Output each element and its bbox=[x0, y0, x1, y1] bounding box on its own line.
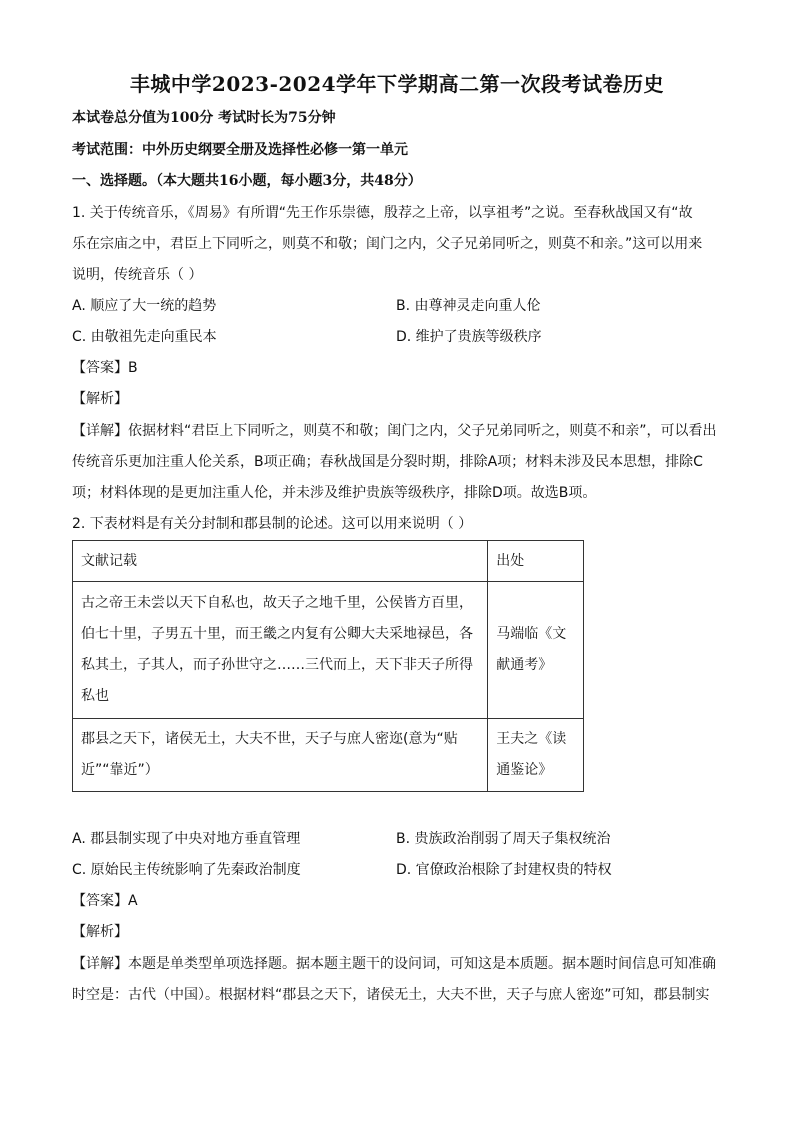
q1-detail-line: 传统音乐更加注重人伦关系，B项正确；春秋战国是分裂时期，排除A项；材料未涉及民本思想，排除C bbox=[72, 454, 703, 470]
q1-detail-line: 项；材料体现的是更加注重人伦，并未涉及维护贵族等级秩序，排除D项。故选B项。 bbox=[72, 485, 597, 501]
q1-option-c: C. 由敬祖先走向重民本 bbox=[72, 329, 217, 345]
cell-line: 私其土，子其人，而子孙世守之……三代而上，天下非天子所得 bbox=[81, 657, 473, 673]
cell-line: 郡县之天下，诸侯无土，大夫不世，天子与庶人密迩(意为“贴 bbox=[81, 731, 458, 747]
table-cell-source bbox=[488, 719, 584, 792]
q1-stem-line: 乐在宗庙之中，君臣上下同听之，则莫不和敬；闺门之内，父子兄弟同听之，则莫不和亲。”这可以用来 bbox=[72, 236, 703, 252]
cell-line: 古之帝王未尝以天下自私也，故天子之地千里，公侯皆方百里， bbox=[81, 595, 473, 611]
q1-option-a: A. 顺应了大一统的趋势 bbox=[72, 298, 217, 314]
q2-stem: 2. 下表材料是有关分封制和郡县制的论述。这可以用来说明（ ） bbox=[72, 516, 473, 532]
q1-detail-line: 【详解】依据材料“君臣上下同听之，则莫不和敬；闺门之内，父子兄弟同听之，则莫不和亲”，可以看出 bbox=[72, 423, 717, 439]
cell-line: 献通考》 bbox=[496, 657, 553, 673]
q1-answer: 【答案】B bbox=[72, 360, 138, 376]
table-row bbox=[73, 582, 584, 719]
cell-line: 通鉴论》 bbox=[496, 762, 553, 778]
cell-line: 马端临《文 bbox=[496, 626, 567, 642]
q1-option-d: D. 维护了贵族等级秩序 bbox=[396, 329, 542, 345]
table-cell-text bbox=[73, 719, 488, 792]
q2-option-d: D. 官僚政治根除了封建权贵的特权 bbox=[396, 862, 612, 878]
section-heading: 一、选择题。（本大题共16小题，每小题3分，共48分） bbox=[72, 173, 422, 189]
q1-option-b: B. 由尊神灵走向重人伦 bbox=[396, 298, 541, 314]
q2-option-c: C. 原始民主传统影响了先秦政治制度 bbox=[72, 862, 301, 878]
q2-detail-line: 【详解】本题是单类型单项选择题。据本题主题干的设问词，可知这是本质题。据本题时间信息可知准确 bbox=[72, 956, 716, 972]
q2-answer: 【答案】A bbox=[72, 893, 138, 909]
table-header-cell: 文献记载 bbox=[73, 541, 488, 582]
cell-line: 近”“靠近”） bbox=[81, 762, 159, 778]
score-line: 本试卷总分值为100分 考试时长为75分钟 bbox=[72, 110, 336, 126]
cell-line: 王夫之《读 bbox=[496, 731, 567, 747]
cell-line: 伯七十里，子男五十里，而王畿之内复有公卿大夫采地禄邑，各 bbox=[81, 626, 473, 642]
q1-stem-line: 说明，传统音乐（ ） bbox=[72, 267, 203, 283]
table-cell-text bbox=[73, 582, 488, 719]
source-table bbox=[72, 540, 584, 792]
table-header-row bbox=[73, 541, 584, 582]
q1-stem-line: 1. 关于传统音乐，《周易》有所谓“先王作乐崇德，殷荐之上帝，以享祖考”之说。至春秋战国又有“故 bbox=[72, 205, 693, 221]
q1-analysis-label: 【解析】 bbox=[72, 391, 128, 407]
cell-line: 私也 bbox=[81, 688, 109, 704]
q2-analysis-label: 【解析】 bbox=[72, 924, 128, 940]
table-row bbox=[73, 719, 584, 792]
q2-option-a: A. 郡县制实现了中央对地方垂直管理 bbox=[72, 831, 301, 847]
page-title: 丰城中学2023-2024学年下学期高二第一次段考试卷历史 bbox=[129, 72, 665, 96]
q2-detail-line: 时空是：古代（中国）。根据材料“郡县之天下，诸侯无土，大夫不世，天子与庶人密迩”可知，郡县制实 bbox=[72, 987, 710, 1003]
table-header-cell: 出处 bbox=[488, 541, 584, 582]
scope-line: 考试范围：中外历史纲要全册及选择性必修一第一单元 bbox=[72, 142, 408, 158]
q2-option-b: B. 贵族政治削弱了周天子集权统治 bbox=[396, 831, 611, 847]
table-cell-source bbox=[488, 582, 584, 719]
